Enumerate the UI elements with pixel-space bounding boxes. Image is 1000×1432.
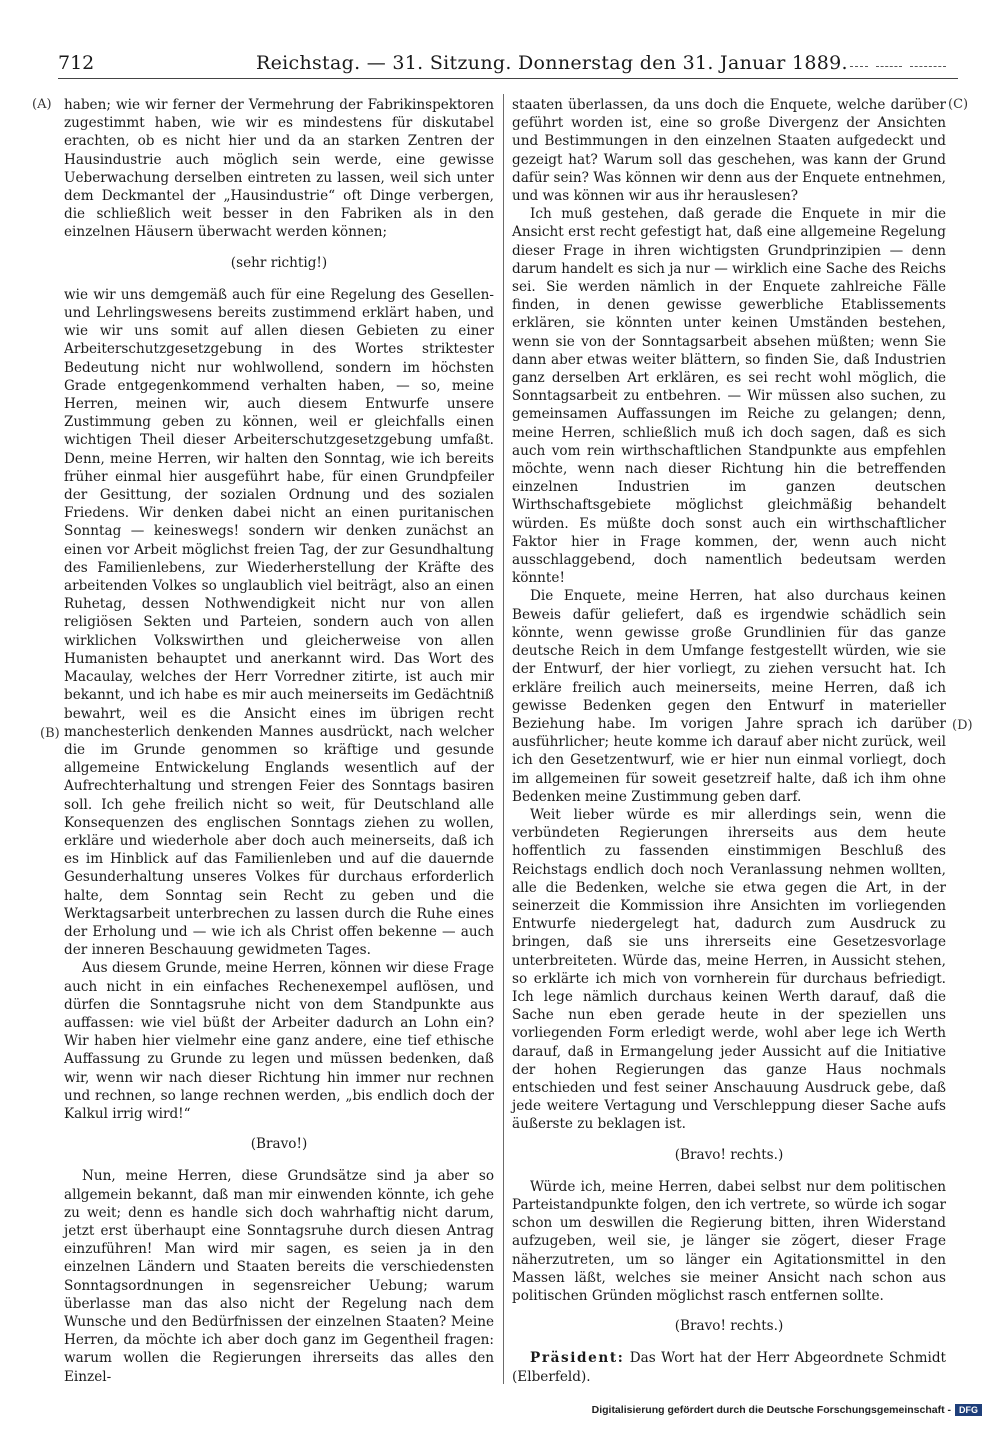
right-column xyxy=(512,96,946,1386)
paragraph: Nun, meine Herren, diese Grundsätze sind ja aber so allgemein bekannt, daß man mir einwenden könnte, ich gehe zu weit; denn es handle sich doch wahrhaftig nicht darum, jetzt erst überhaupt eine Sonntagsruhe durch diesen Antrag einzuführen! Man wird mir sagen, es seien ja in den einzelnen Ländern und Staaten bereits die verschiedensten Sonntagsordnungen in segensreicher Uebung; warum überlasse man das also nicht der Regelung nach dem Wunsche und den Bedürfnissen der einzelnen Staaten? Meine Herren, da möchte ich aber doch ganz im Gegentheil fragen: warum wollen die Regierungen ihrerseits das alles den Einzel- xyxy=(64,1168,494,1385)
header-ornament xyxy=(850,66,868,67)
page-header xyxy=(58,50,958,80)
credit-text: Digitalisierung gefördert durch die Deutsche Forschungsgemeinschaft - xyxy=(591,1404,951,1417)
header-ornament xyxy=(910,66,946,67)
dfg-logo: DFG xyxy=(955,1404,982,1416)
paragraph: Weit lieber würde es mir allerdings sein, wenn die verbündeten Regierungen ihrerseits aus dem heute hoffentlich zu fassenden einstimmigen Beschluß des Reichstags endlich doch noch Veranlassung nehmen wollten, alle die Bedenken, welche sie etwa gegen die Art, in der seinerzeit die Kommission ihre Ansichten im vorliegenden Entwurfe niedergelegt hat, dadurch zum Ausdruck zu bringen, daß sie uns ihrerseits eine Gesetzesvorlage unterbreiteten. Würde das, meine Herren, in Aussicht stehen, so erklärte ich mich von vornherein für durchaus befriedigt. Ich lege nämlich durchaus keinen Werth darauf, daß die Sache nun eben gerade heute in der speziellen uns vorliegenden Form erledigt werde, wohl aber lege ich Werth darauf, daß in Ermangelung jeder Aussicht auf die Initiative der hohen Regierungen das ganze Haus nochmals entschieden und fest seiner Anschauung Ausdruck gebe, daß jede weitere Vertagung und Verschleppung dieser Sache aufs äußerste zu beklagen ist. xyxy=(512,806,946,1133)
left-column xyxy=(64,96,494,1386)
paragraph: wie wir uns demgemäß auch für eine Regelung des Gesellen- und Lehrlingswesens bereits zustimmend erklärt haben, und wie wir uns somit auf allen diesen Gebieten zu einer Arbeiterschutzgesetzgebung in des Wortes striktester Bedeutung nicht nur wohlwollend, sondern im höchsten Grade entgegenkommend verhalten haben, — so, meine Herren, meinen wir, auch diesem Entwurfe unsere Zustimmung geben zu können, weil er gleichfalls einen wichtigen Theil dieser Arbeiterschutzgesetzgebung umfaßt. Denn, meine Herren, wir halten den Sonntag, wie ich bereits früher einmal hier ausgeführt habe, für einen Grundpfeiler der Gesittung, der sozialen Ordnung und des sozialen Friedens. Wir denken dabei nicht an einen puritanischen Sonntag — keineswegs! sondern wir denken zunächst an einen vor Arbeit möglichst freien Tag, der zur Gesundhaltung des Familienlebens, zur Wiederherstellung der Kräfte des arbeitenden Volkes so unglaublich viel beiträgt, also an einen Ruhetag, dessen Nothwendigkeit nicht nur von allen religiösen Sekten und Parteien, sondern auch von allen wirklichen Volkswirthen und gleicherweise von allen Humanisten behauptet und anerkannt wird. Das Wort des Macaulay, welches der Herr Vorredner zitirte, ist auch mir bekannt, und ich habe es mir auch meinerseits im Gedächtniß bewahrt, weil es die Ansicht eines im übrigen recht manchesterlich denkenden Mannes ausdrückt, nach welcher die im Grunde genommen so kräftige und gesunde allgemeine Entwickelung Englands wesentlich auf der Aufrechterhaltung und strengen Feier des Sonntags basiren soll. Ich gehe freilich nicht so weit, für Deutschland alle Konsequenzen des englischen Sonntags ziehen zu wollen, erkläre und wiederhole aber doch auch meinerseits, daß ich es im Hinblick auf das Familienleben und auf die dauernde Gesunderhaltung unseres Volkes für durchaus erforderlich halte, dem Sonntag sein Recht zu geben und die Werktagsarbeit unterbrechen zu lassen durch die Ruhe eines der Erholung und — wie ich als Christ offen bekenne — auch der inneren Beschauung gewidmeten Tages. xyxy=(64,286,494,959)
paragraph: haben; wie wir ferner der Vermehrung der Fabrikinspektoren zugestimmt haben, wie wir es mindestens für diskutabel erachten, ob es nicht hier und da an starken Zentren der Hausindustrie auch möglich sein werde, eine gewisse Ueberwachung derselben eintreten zu lassen, weil sich unter dem Deckmantel der „Hausindustrie“ oft Dinge verbergen, die schließlich weit besser in den Fabriken als in den einzelnen Häusern überwacht werden können; xyxy=(64,97,494,241)
paragraph: Würde ich, meine Herren, dabei selbst nur dem politischen Parteistandpunkte folgen, den ich vertrete, so würde ich sogar schon um deswillen die Regierung bitten, ihren Widerstand aufzugeben, weil sie, je länger sie zögert, dieser Frage näherzutreten, um so länger ein Agitationsmittel in den Massen läßt, welches sie meiner Ansicht nach schon aus politischen Gründen möglichst rasch entfernen sollte. xyxy=(512,1178,946,1304)
digitization-credit xyxy=(592,1404,982,1422)
interjection: (Bravo! rechts.) xyxy=(674,1318,784,1335)
interjection: (Bravo!) xyxy=(250,1136,308,1153)
paragraph: staaten überlassen, da uns doch die Enquete, welche darüber geführt worden ist, eine so große Divergenz der Ansichten und Bestimmungen in den einzelnen Staaten aufgedeckt und gezeigt hat? Warum soll das geschehen, was kann der Grund dafür sein? Was können wir denn aus der Enquete entnehmen, und was können wir aus ihr herauslesen? xyxy=(512,97,946,205)
page-number: 712 xyxy=(58,52,95,74)
paragraph: Ich muß gestehen, daß gerade die Enquete in mir die Ansicht erst recht gefestigt hat, daß eine allgemeine Regelung dieser Frage in ihren wichtigsten Grundprinzipien — denn darum handelt es sich ja nur — wirklich eine Sache des Reichs sei. Sie werden nämlich in der Enquete zahlreiche Fälle finden, in denen gewisse gewerbliche Etablissements erklären, sie könnten unter keinen Umständen bestehen, wenn sie von der Sonntagsarbeit absehen müßten; wenn Sie dann aber etwas weiter blättern, so finden Sie, daß Industrien ganz derselben Art erklären, es sei recht wohl möglich, die Sonntagsarbeit zu entbehren. — Wir müssen also suchen, zu gemeinsamen Auffassungen im Reiche zu gelangen; denn, meine Herren, schließlich muß ich doch sagen, daß es sich auch vom rein wirthschaftlichen Standpunkte aus empfehlen möchte, wenn nach dieser Richtung hin die betreffenden einzelnen Industrien im ganzen deutschen Wirthschaftsgebiete möglichst gleichmäßig behandelt würden. Es müßte doch sonst auch ein wirthschaftlicher Faktor hier in Frage kommen, der, wenn auch nicht ausschlaggebend, doch namentlich bedeutsam werden könnte! xyxy=(512,206,946,587)
speaker-label: Präsident: xyxy=(530,1350,625,1367)
margin-marker-a: (A) xyxy=(32,97,52,112)
header-rule xyxy=(58,78,958,79)
speaker-paragraph xyxy=(512,1349,946,1385)
margin-marker-b: (B) xyxy=(40,726,60,741)
interjection: (Bravo! rechts.) xyxy=(674,1146,784,1163)
column-divider xyxy=(503,94,504,1384)
header-ornament xyxy=(876,66,902,67)
margin-marker-d: (D) xyxy=(952,718,973,733)
margin-marker-c: (C) xyxy=(948,97,969,112)
paragraph: Die Enquete, meine Herren, hat also durchaus keinen Beweis dafür geliefert, daß es irgendwie schädlich sein könnte, wenn gewisse große Grundlinien für das ganze deutsche Reich in dem Umfange festgestellt würden, wie sie der Entwurf, der hier vorliegt, zu ziehen versucht hat. Ich erkläre freilich auch meinerseits, meine Herren, daß ich gewisse Bedenken gegen den Entwurf in materieller Beziehung habe. Im vorigen Jahre sprach ich darüber ausführlicher; heute komme ich darauf aber nicht zurück, weil ich den Gesetzentwurf, wie er hier nun einmal vorliegt, doch im allgemeinen für soweit gesetzreif halte, daß ich ihm ohne Bedenken meine Zustimmung geben darf. xyxy=(512,588,946,805)
running-head: Reichstag. — 31. Sitzung. Donnerstag den 31. Januar 1889. xyxy=(256,52,848,74)
interjection: (sehr richtig!) xyxy=(230,254,328,271)
speaker-text: Das Wort hat der Herr Abgeordnete Schmidt (Elberfeld). xyxy=(512,1350,946,1385)
paragraph: Aus diesem Grunde, meine Herren, können wir diese Frage auch nicht in ein einfaches Rechenexempel auflösen, und dürfen die Sonntagsruhe nicht von dem Standpunkte aus auffassen: wie viel büßt der Arbeiter dadurch an Lohn ein? Wir haben hier vielmehr eine ganz andere, eine tief ethische Auffassung zu Grunde zu legen und müssen bedenken, daß wir, wenn wir nach dieser Richtung hin immer nur rechnen und rechnen, so lange rechnen werden, „bis endlich doch der Kalkul irrig wird!“ xyxy=(64,960,494,1122)
